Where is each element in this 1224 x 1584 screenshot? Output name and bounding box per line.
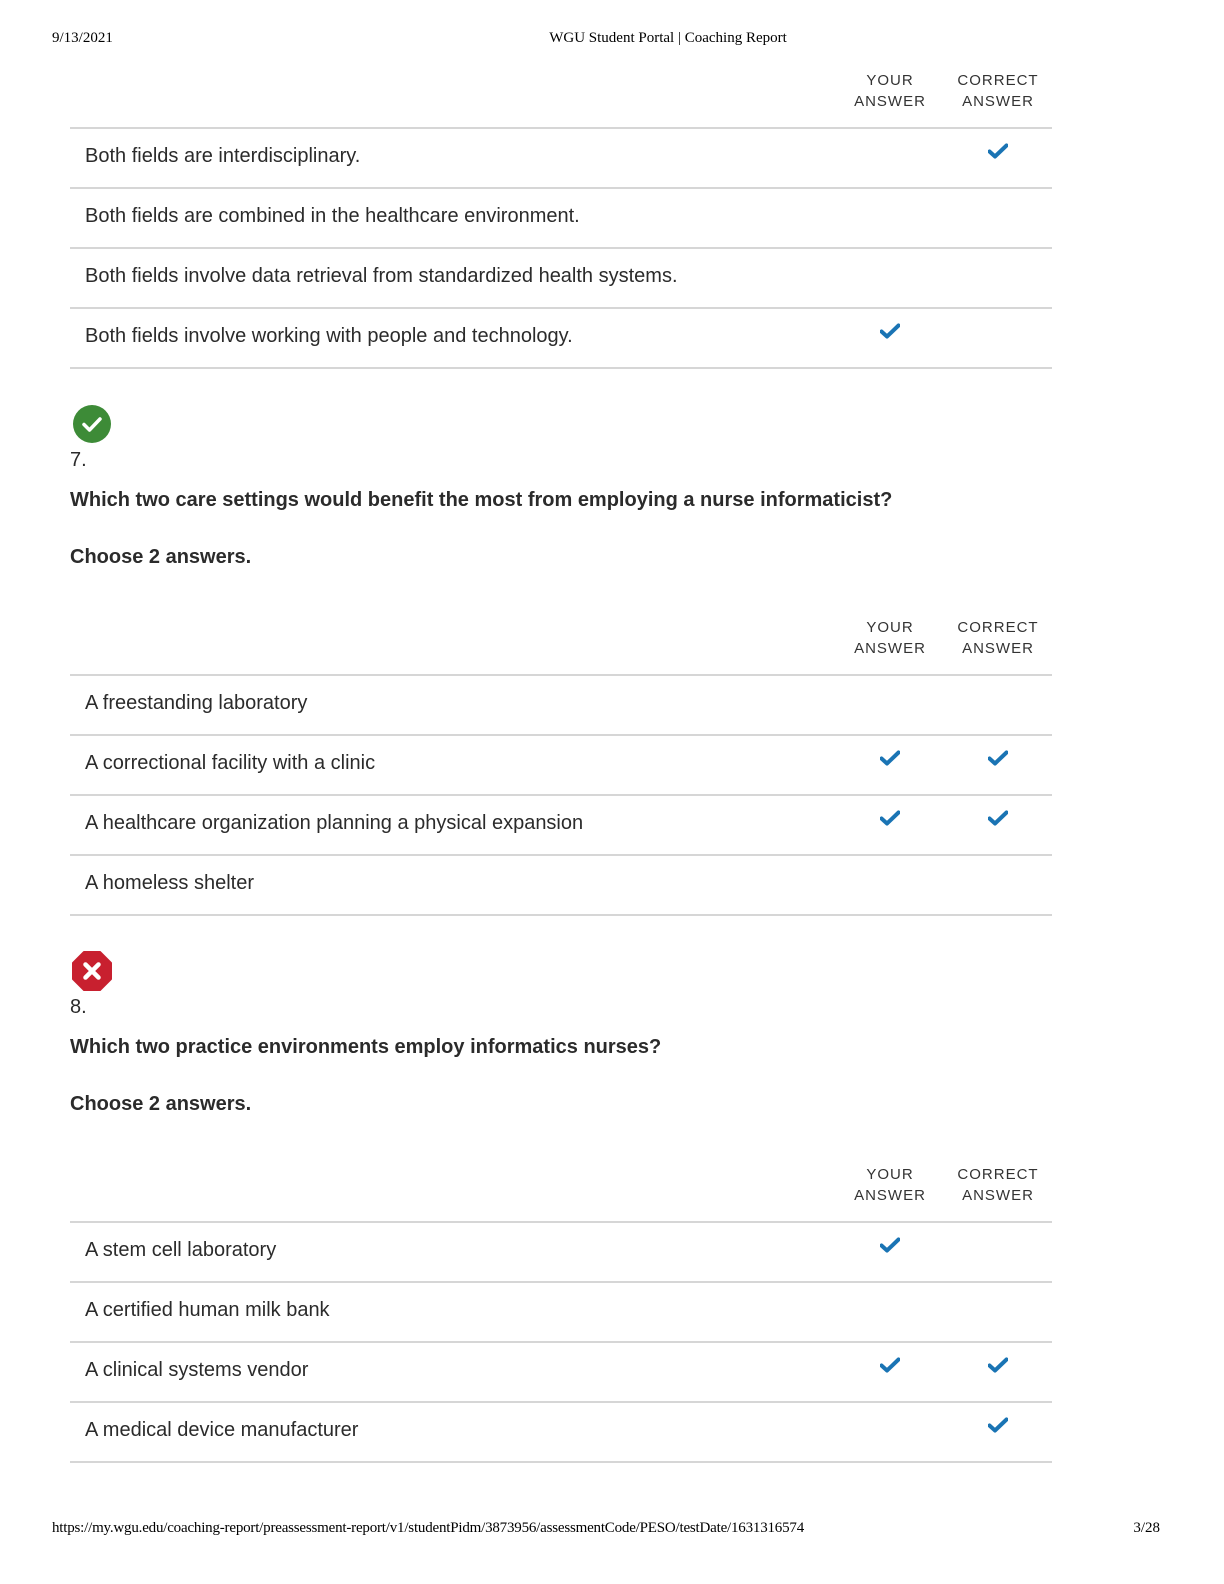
checkmark-icon <box>988 810 1008 826</box>
your-answer-cell <box>836 323 944 344</box>
checkmark-icon <box>988 1417 1008 1433</box>
answer-text: Both fields are combined in the healthcare environment. <box>85 205 580 227</box>
print-footer <box>0 1520 1224 1540</box>
checkmark-icon <box>880 810 900 826</box>
header-line: YOUR <box>866 72 914 89</box>
question-text: Which two practice environments employ informatics nurses? <box>70 1036 662 1058</box>
correct-answer-cell <box>944 1357 1052 1378</box>
answer-table <box>70 62 1052 369</box>
x-octagon-icon <box>71 950 113 992</box>
print-header <box>0 30 1224 50</box>
answer-text: A homeless shelter <box>85 872 254 894</box>
answer-text: A medical device manufacturer <box>85 1419 359 1441</box>
your-answer-cell <box>836 810 944 831</box>
answer-table <box>70 609 1052 916</box>
your-answer-header <box>836 1164 944 1206</box>
header-line: CORRECT <box>957 619 1039 636</box>
answer-text: Both fields involve working with people and technology. <box>85 325 573 347</box>
answer-table <box>70 1156 1052 1463</box>
header-line: ANSWER <box>962 640 1034 657</box>
print-date: 9/13/2021 <box>52 30 113 46</box>
answer-row <box>70 856 1052 916</box>
question-list <box>70 403 1052 1463</box>
checkmark-icon <box>988 750 1008 766</box>
checkmark-icon <box>988 1357 1008 1373</box>
header-line: CORRECT <box>957 1166 1039 1183</box>
answer-text: Both fields involve data retrieval from standardized health systems. <box>85 265 678 287</box>
header-line: ANSWER <box>962 93 1034 110</box>
question-instruction: Choose 2 answers. <box>70 546 252 568</box>
page-url: https://my.wgu.edu/coaching-report/preassessment-report/v1/studentPidm/3873956/assessmentCode/PESO/testDate/1631316574 <box>52 1520 804 1536</box>
checkmark-icon <box>988 143 1008 159</box>
coaching-report-content <box>70 62 1052 1463</box>
correct-answer-cell <box>944 750 1052 771</box>
your-answer-header <box>836 70 944 112</box>
question-block <box>70 950 1052 1463</box>
page-title: WGU Student Portal | Coaching Report <box>549 30 787 46</box>
column-headers <box>70 62 1052 129</box>
correct-answer-header <box>944 70 1052 112</box>
correct-answer-cell <box>944 143 1052 164</box>
question-block <box>70 403 1052 916</box>
question-instruction: Choose 2 answers. <box>70 1093 252 1115</box>
checkmark-icon <box>880 1357 900 1373</box>
header-line: ANSWER <box>854 640 926 657</box>
question-number: 8. <box>70 996 87 1018</box>
your-answer-cell <box>836 1357 944 1378</box>
answer-text: A correctional facility with a clinic <box>85 752 376 774</box>
answer-row <box>70 1403 1052 1463</box>
correct-answer-header <box>944 1164 1052 1206</box>
checkmark-icon <box>880 750 900 766</box>
question-number: 7. <box>70 449 87 471</box>
your-answer-cell <box>836 750 944 771</box>
column-headers <box>70 609 1052 676</box>
header-line: CORRECT <box>957 72 1039 89</box>
header-line: ANSWER <box>854 1187 926 1204</box>
answer-text: Both fields are interdisciplinary. <box>85 145 361 167</box>
answer-row <box>70 1343 1052 1403</box>
checkmark-icon <box>880 1237 900 1253</box>
answer-row <box>70 249 1052 309</box>
header-line: YOUR <box>866 1166 914 1183</box>
answer-row <box>70 309 1052 369</box>
checkmark-icon <box>880 323 900 339</box>
page-number: 3/28 <box>1133 1520 1160 1536</box>
check-circle-icon <box>71 403 113 445</box>
answer-text: A certified human milk bank <box>85 1299 330 1321</box>
answer-row <box>70 736 1052 796</box>
header-line: ANSWER <box>962 1187 1034 1204</box>
answer-text: A stem cell laboratory <box>85 1239 277 1261</box>
answer-row <box>70 1223 1052 1283</box>
correct-answer-cell <box>944 1417 1052 1438</box>
answer-row <box>70 796 1052 856</box>
question-text: Which two care settings would benefit the most from employing a nurse informaticist? <box>70 489 893 511</box>
column-headers <box>70 1156 1052 1223</box>
header-line: ANSWER <box>854 93 926 110</box>
your-answer-cell <box>836 1237 944 1258</box>
answer-text: A freestanding laboratory <box>85 692 308 714</box>
header-line: YOUR <box>866 619 914 636</box>
answer-text: A clinical systems vendor <box>85 1359 309 1381</box>
correct-answer-cell <box>944 810 1052 831</box>
your-answer-header <box>836 617 944 659</box>
answer-row <box>70 1283 1052 1343</box>
answer-row <box>70 129 1052 189</box>
answer-row <box>70 676 1052 736</box>
answer-row <box>70 189 1052 249</box>
answer-text: A healthcare organization planning a physical expansion <box>85 812 584 834</box>
correct-answer-header <box>944 617 1052 659</box>
